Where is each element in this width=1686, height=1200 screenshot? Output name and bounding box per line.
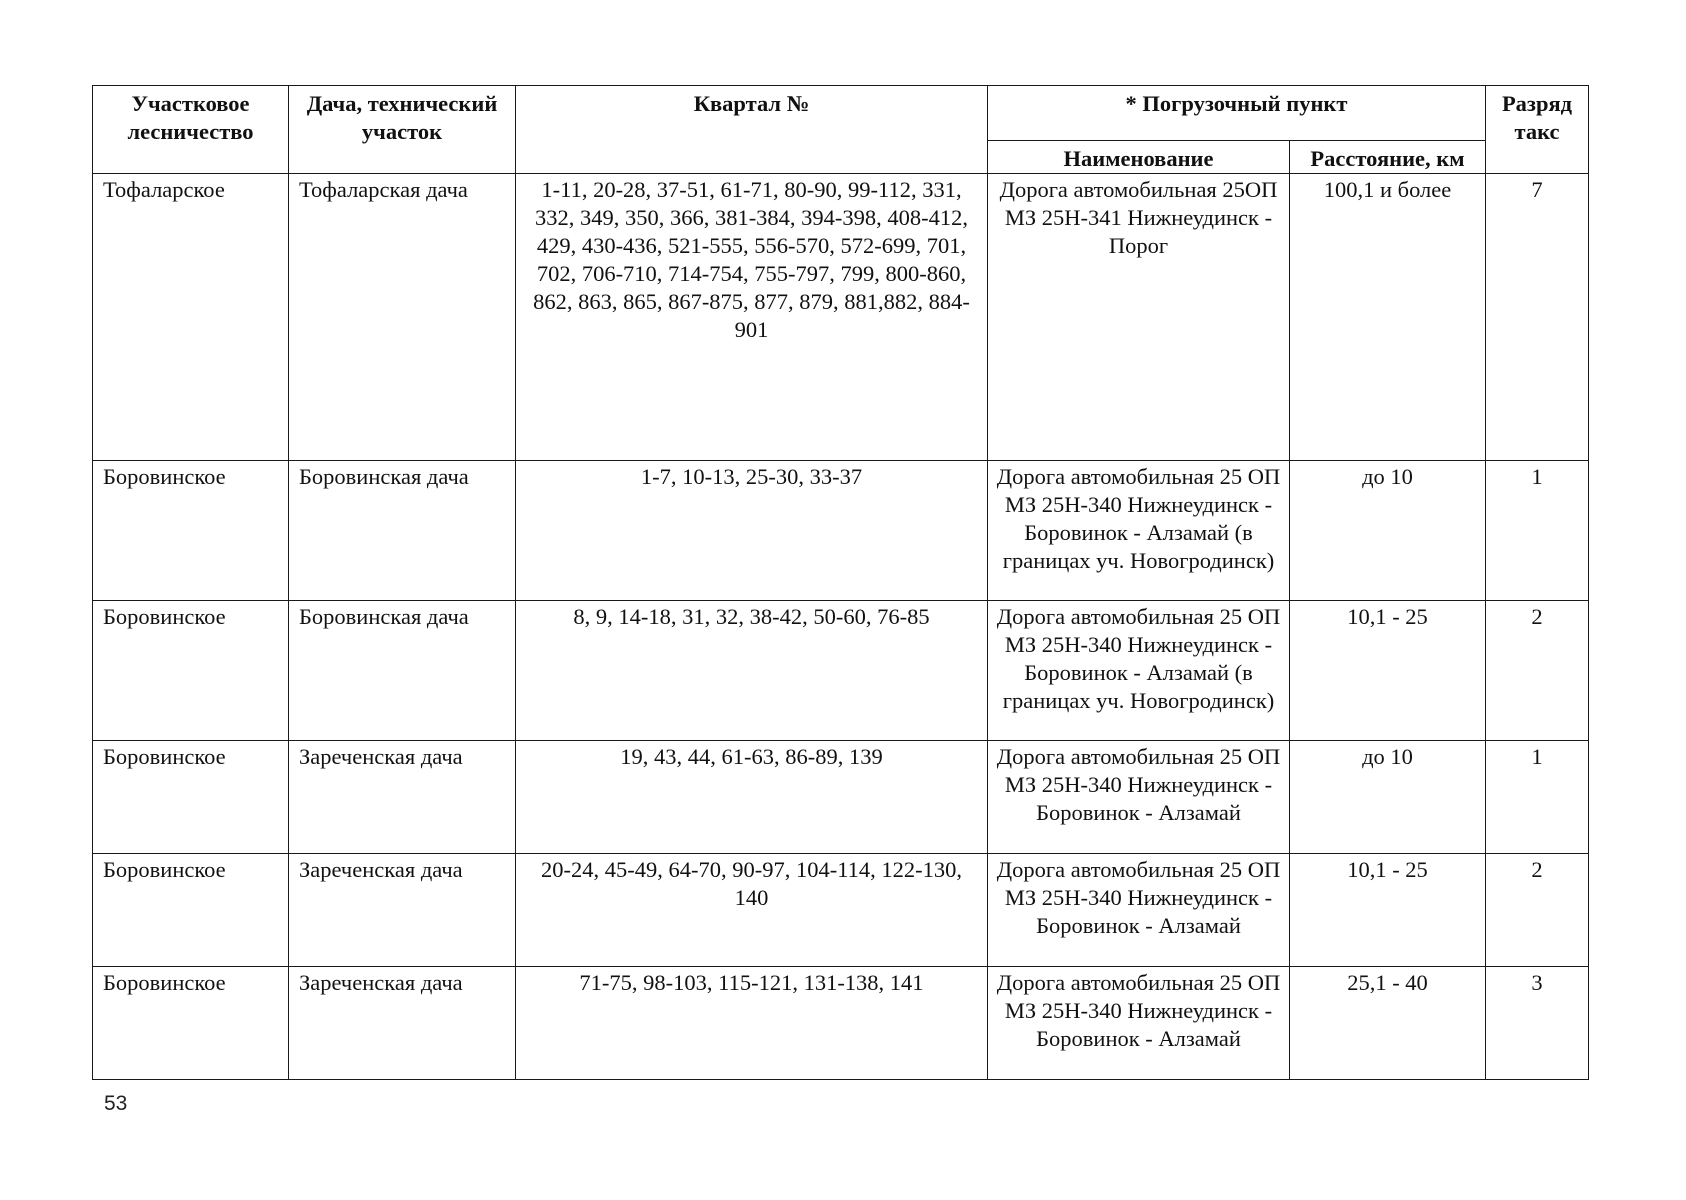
- cell-tax-class: 3: [1486, 967, 1589, 1080]
- cell-distance: до 10: [1290, 741, 1486, 854]
- header-dacha: Дача, технический участок: [289, 86, 516, 174]
- cell-tax-class: 7: [1486, 174, 1589, 461]
- cell-quarters: 19, 43, 44, 61-63, 86-89, 139: [516, 741, 988, 854]
- cell-quarters: 20-24, 45-49, 64-70, 90-97, 104-114, 122-130, 140: [516, 854, 988, 967]
- cell-dacha: Зареченская дача: [289, 741, 516, 854]
- header-loading-point: * Погрузочный пункт: [988, 86, 1486, 141]
- table-row: [93, 967, 1589, 1080]
- cell-quarters: 8, 9, 14-18, 31, 32, 38-42, 50-60, 76-85: [516, 601, 988, 741]
- cell-tax-class: 2: [1486, 601, 1589, 741]
- cell-forestry: Тофаларское: [93, 174, 289, 461]
- cell-forestry: Боровинское: [93, 741, 289, 854]
- cell-forestry: Боровинское: [93, 854, 289, 967]
- cell-dacha: Зареченская дача: [289, 967, 516, 1080]
- cell-point-name: Дорога автомобильная 25 ОП МЗ 25Н-340 Нижнеудинск - Боровинок - Алзамай: [988, 854, 1290, 967]
- table-row: [93, 854, 1589, 967]
- cell-quarters: 1-11, 20-28, 37-51, 61-71, 80-90, 99-112, 331, 332, 349, 350, 366, 381-384, 394-398, 408-412, 429, 430-436, 521-555, 556-570, 572-699, 701, 702, 706-710, 714-754, 755-797, 799, 800-860, 862, 863, 865, 867-875, 877, 879, 881,882, 884-901: [516, 174, 988, 461]
- cell-distance: до 10: [1290, 461, 1486, 601]
- table-row: [93, 601, 1589, 741]
- header-tax-class: Разряд такс: [1486, 86, 1589, 174]
- cell-distance: 100,1 и более: [1290, 174, 1486, 461]
- cell-distance: 10,1 - 25: [1290, 854, 1486, 967]
- cell-distance: 25,1 - 40: [1290, 967, 1486, 1080]
- cell-point-name: Дорога автомобильная 25 ОП МЗ 25Н-340 Нижнеудинск - Боровинок - Алзамай (в границах уч. Новогродинск): [988, 601, 1290, 741]
- page-number: 53: [104, 1092, 128, 1115]
- cell-quarters: 71-75, 98-103, 115-121, 131-138, 141: [516, 967, 988, 1080]
- cell-quarters: 1-7, 10-13, 25-30, 33-37: [516, 461, 988, 601]
- header-point-name: Наименование: [988, 141, 1290, 174]
- cell-tax-class: 2: [1486, 854, 1589, 967]
- cell-dacha: Тофаларская дача: [289, 174, 516, 461]
- cell-forestry: Боровинское: [93, 967, 289, 1080]
- cell-point-name: Дорога автомобильная 25ОП МЗ 25Н-341 Нижнеудинск - Порог: [988, 174, 1290, 461]
- table-header-row: [93, 86, 1589, 141]
- cell-tax-class: 1: [1486, 741, 1589, 854]
- cell-dacha: Боровинская дача: [289, 601, 516, 741]
- header-distance: Расстояние, км: [1290, 141, 1486, 174]
- cell-point-name: Дорога автомобильная 25 ОП МЗ 25Н-340 Нижнеудинск - Боровинок - Алзамай: [988, 741, 1290, 854]
- cell-distance: 10,1 - 25: [1290, 601, 1486, 741]
- table-row: [93, 174, 1589, 461]
- cell-tax-class: 1: [1486, 461, 1589, 601]
- header-quarter: Квартал №: [516, 86, 988, 174]
- cell-dacha: Боровинская дача: [289, 461, 516, 601]
- cell-forestry: Боровинское: [93, 461, 289, 601]
- cell-dacha: Зареченская дача: [289, 854, 516, 967]
- cell-point-name: Дорога автомобильная 25 ОП МЗ 25Н-340 Нижнеудинск - Боровинок - Алзамай: [988, 967, 1290, 1080]
- header-forestry: Участковое лесничество: [93, 86, 289, 174]
- cell-forestry: Боровинское: [93, 601, 289, 741]
- table-row: [93, 461, 1589, 601]
- cell-point-name: Дорога автомобильная 25 ОП МЗ 25Н-340 Нижнеудинск - Боровинок - Алзамай (в границах уч. Новогродинск): [988, 461, 1290, 601]
- table-row: [93, 741, 1589, 854]
- loading-points-table: [92, 85, 1589, 1080]
